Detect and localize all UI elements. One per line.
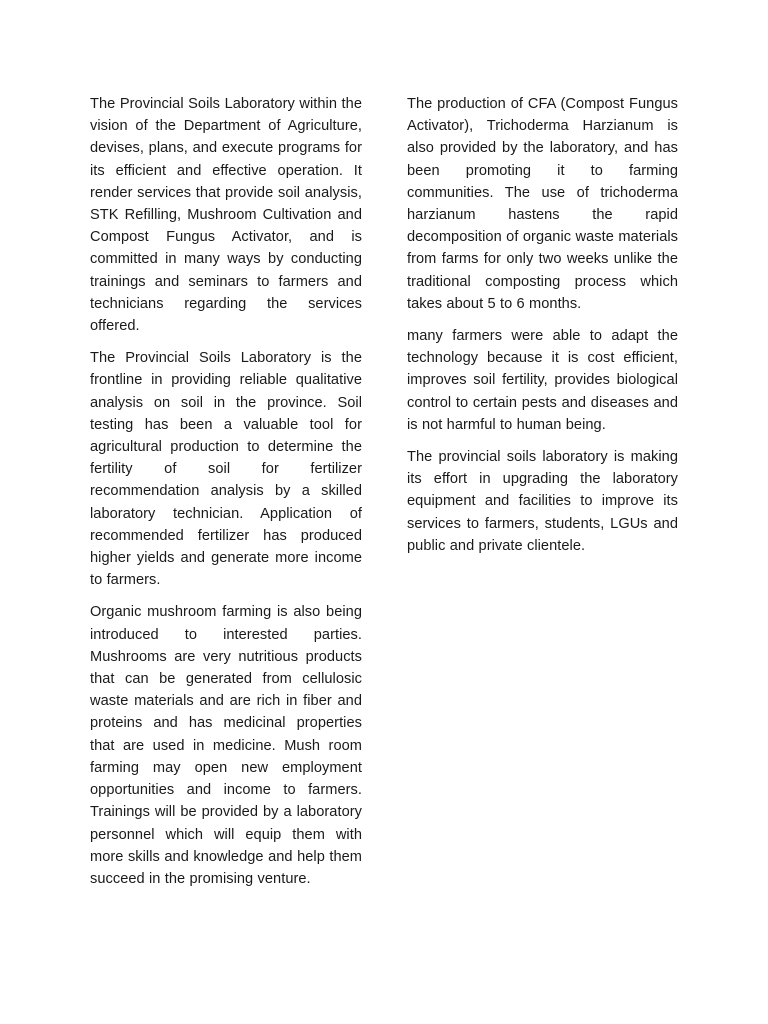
paragraph-mushroom-farming: Organic mushroom farming is also being introduced to interested parties. Mushrooms are very nutritious products that can be generated from cellulosic waste materials and are rich in fiber and proteins and has medicinal properties that are used in medicine. Mush room farming may open new employment opportunities and income to farmers. Trainings will be provided by a laboratory personnel which will equip them with more skills and knowledge and help them succeed in the promising venture. xyxy=(90,604,362,887)
paragraph-cfa-production: The production of CFA (Compost Fungus Activator), Trichoderma Harzianum is also provided by the laboratory, and has been promoting it to farming communities. The use of trichoderma harzianum hastens the rapid decomposition of organic waste materials from farms for only two weeks unlike the traditional composting process which takes about 5 to 6 months. xyxy=(407,96,678,312)
paragraph-lab-upgrading: The provincial soils laboratory is making its effort in upgrading the laboratory equipment and facilities to improve its services to farmers, students, LGUs and public and private clientele. xyxy=(407,449,678,554)
paragraph-lab-overview: The Provincial Soils Laboratory within the vision of the Department of Agriculture, devises, plans, and execute programs for its efficient and effective operation. It render services that provide soil analysis, STK Refilling, Mushroom Cultivation and Compost Fungus Activator, and is committed in many ways by conducting trainings and seminars to farmers and technicians regarding the services offered. xyxy=(90,96,362,335)
paragraph-soil-analysis: The Provincial Soils Laboratory is the frontline in providing reliable qualitative analysis on soil in the province. Soil testing has been a valuable tool for agricultural production to determine the fertility of soil for fertilizer recommendation analysis by a skilled laboratory technician. Application of recommended fertilizer has produced higher yields and generate more income to farmers. xyxy=(90,350,362,589)
paragraph-technology-adoption: many farmers were able to adapt the technology because it is cost efficient, improves soil fertility, provides biological control to certain pests and diseases and is not harmful to human being. xyxy=(407,328,678,433)
right-column xyxy=(407,93,678,567)
left-column xyxy=(90,93,362,900)
